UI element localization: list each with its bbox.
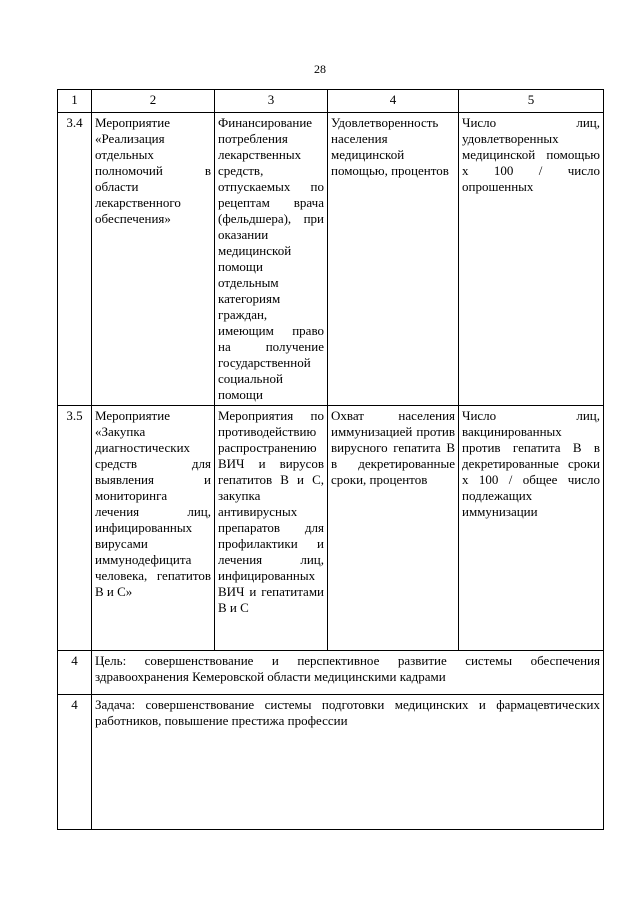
measures-table [57,89,604,830]
row-number: 3.4 [58,113,92,406]
task-row [58,695,604,830]
indicator-name: Охват населения иммунизацией против вирусного гепатита В в декретированные сроки, процентов [328,406,459,651]
measure-description: Финансирование потребления лекарственных средств, отпускаемых по рецептам врача (фельдшера), при оказании медицинской помощи отдельным категориям граждан, имеющим право на получение государственной социальной помощи [215,113,328,406]
goal-row [58,651,604,695]
row-number: 4 [58,695,92,830]
column-header-1: 1 [58,90,92,113]
goal-text: Цель: совершенствование и перспективное развитие системы обеспечения здравоохранения Кемеровской области медицинскими кадрами [92,651,604,695]
measure-description: Мероприятия по противодействию распространению ВИЧ и вирусов гепатитов В и С, закупка антивирусных препаратов для профилактики и лечения лиц, инфицированных ВИЧ и гепатитами В и С [215,406,328,651]
indicator-name: Удовлетворенность населения медицинской помощью, процентов [328,113,459,406]
table-row [58,113,604,406]
measure-name: Мероприятие «Реализация отдельных полномочий в области лекарственного обеспечения» [92,113,215,406]
task-text: Задача: совершенствование системы подготовки медицинских и фармацевтических работников, повышение престижа профессии [92,695,604,830]
table-header-row [58,90,604,113]
row-number: 3.5 [58,406,92,651]
page-number: 28 [314,62,326,76]
indicator-formula: Число лиц, удовлетворенных медицинской помощью х 100 / число опрошенных [459,113,604,406]
table-row [58,406,604,651]
column-header-2: 2 [92,90,215,113]
column-header-4: 4 [328,90,459,113]
row-number: 4 [58,651,92,695]
column-header-5: 5 [459,90,604,113]
indicator-formula: Число лиц, вакцинированных против гепатита В в декретированные сроки х 100 / общее число подлежащих иммунизации [459,406,604,651]
column-header-3: 3 [215,90,328,113]
measure-name: Мероприятие «Закупка диагностических средств для выявления и мониторинга лечения лиц, инфицированных вирусами иммунодефицита человека, гепатитов В и С» [92,406,215,651]
